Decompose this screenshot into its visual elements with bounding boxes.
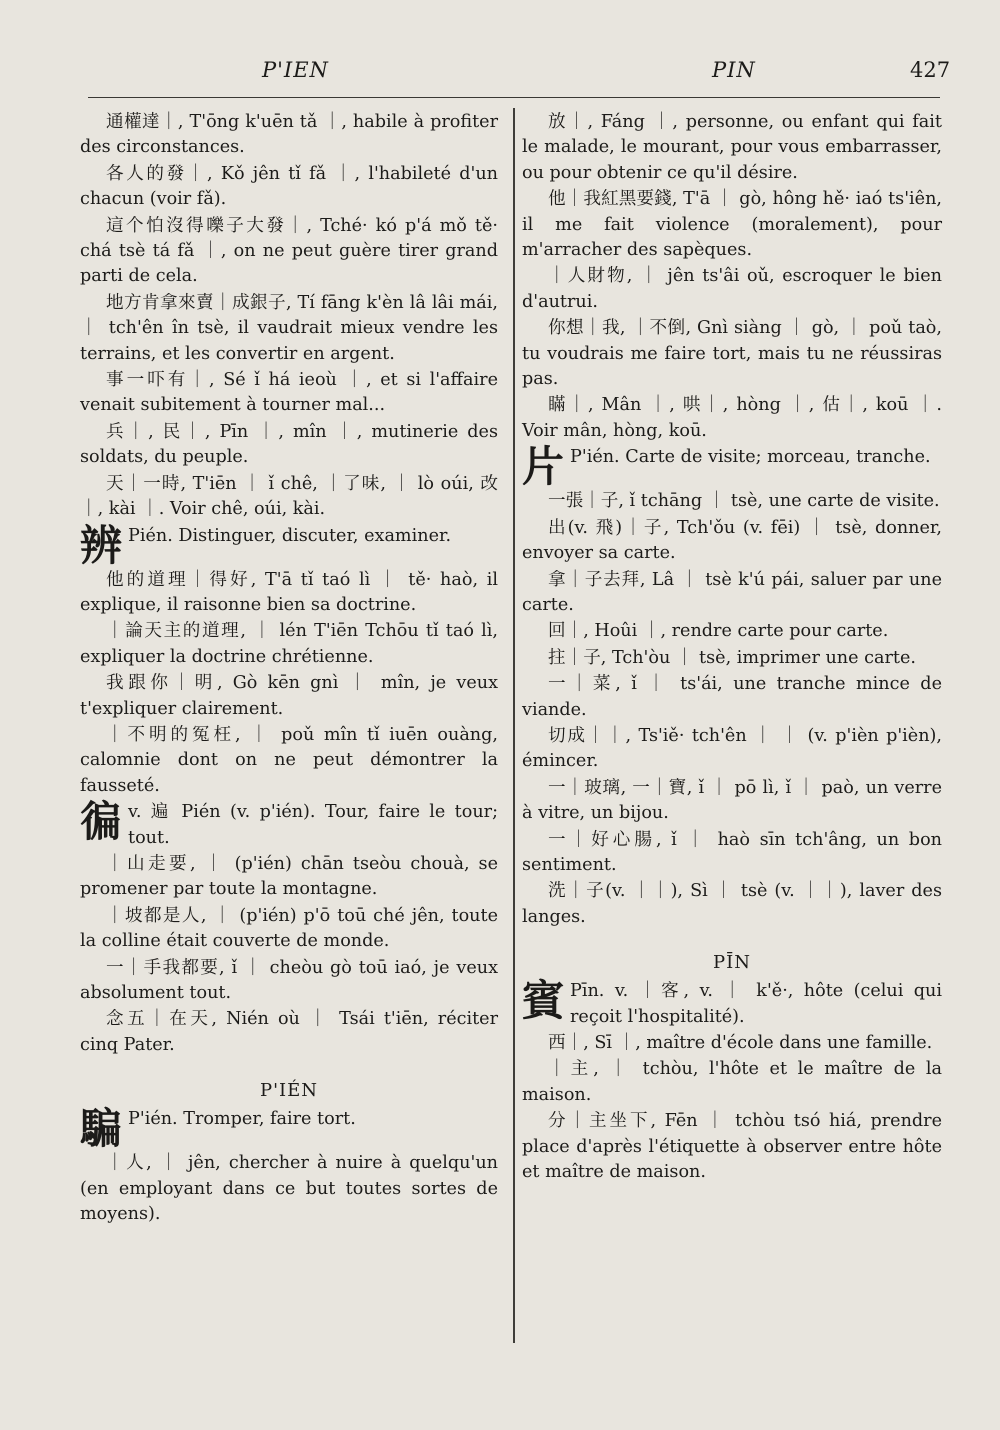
dictionary-entry: 切成｜｜, Ts'iě· tch'ên ｜ ｜ (v. p'ièn p'ièn), émincer.	[522, 725, 942, 772]
dictionary-entry: 天｜一時, T'iēn ｜ ǐ chê, ｜了味, ｜ lò oúi, 改｜, kài ｜. Voir chê, oúi, kài.	[80, 473, 498, 520]
headword-character: 騙	[80, 1104, 123, 1154]
running-head-right: PIN	[712, 58, 756, 82]
dictionary-entry: ｜坡都是人, ｜ (p'ién) p'ō toū ché jên, toute la colline était couverte de monde.	[80, 905, 498, 952]
headword-definition: Pién. Distinguer, discuter, examiner.	[128, 525, 452, 546]
header-rule	[88, 97, 940, 98]
dictionary-entry: 一｜手我都要, ǐ ｜ cheòu gò toū iaó, je veux absolument tout.	[80, 957, 498, 1003]
dictionary-entry: ｜人財物, ｜ jên ts'âi oǔ, escroquer le bien d'autrui.	[522, 266, 942, 312]
dictionary-entry: 一｜玻璃, 一｜寶, ǐ ｜ pō lì, ǐ ｜ paò, un verre à vitre, un bijou.	[522, 777, 942, 824]
headword-entry	[522, 976, 942, 1030]
dictionary-entry: 瞞｜, Mân ｜, 哄｜, hòng ｜, 估｜, koū ｜. Voir mân, hòng, koū.	[522, 395, 942, 441]
running-head-left: P'IEN	[262, 58, 329, 82]
dictionary-entry: ｜不明的冤枉, ｜ poǔ mîn tǐ iuēn ouàng, calomnie dont on ne peut démontrer la fausseté.	[80, 724, 498, 796]
headword-entry	[80, 520, 498, 570]
left-column	[80, 110, 498, 1228]
dictionary-entry: 我跟你｜明, Gò kēn gnì ｜ mîn, je veux t'expliquer clairement.	[80, 673, 498, 719]
dictionary-entry: 兵｜, 民｜, Pīn ｜, mîn ｜, mutinerie des soldats, du peuple.	[80, 421, 498, 468]
headword-definition: Pīn. v. ｜客, v. ｜ k'ě·, hôte (celui qui reçoit l'hospitalité).	[570, 981, 942, 1027]
dictionary-entry: 你想｜我, ｜不倒, Gnì siàng ｜ gò, ｜ poǔ taò, tu voudrais me faire tort, mais tu ne réussiras pas.	[522, 318, 942, 390]
headword-entry	[80, 797, 498, 851]
dictionary-entry: ｜論天主的道理, ｜ lén T'iēn Tchōu tǐ taó lì, expliquer la doctrine chrétienne.	[80, 621, 498, 667]
section-heading: P'IÉN	[259, 1080, 319, 1102]
dictionary-entry: 地方肯拿來賣｜成銀子, Tí fāng k'èn lâ lâi mái, ｜ tch'ên în tsè, il vaudrait mieux vendre les terrains, et les convertir en argent.	[80, 292, 498, 364]
dictionary-entry: 洗｜子(v. ｜｜), Sì ｜ tsè (v. ｜｜), laver des langes.	[522, 881, 942, 927]
page-number: 427	[910, 58, 951, 82]
dictionary-entry: 拿｜子去拜, Lâ ｜ tsè k'ú pái, saluer par une carte.	[522, 569, 942, 615]
dictionary-entry: 一張｜子, ǐ tchāng ｜ tsè, une carte de visite.	[548, 491, 940, 512]
headword-character: 片	[522, 442, 565, 492]
headword-character: 徧	[80, 797, 123, 847]
dictionary-entry: ｜山走要, ｜ (p'ién) chān tseòu chouà, se promener par toute la montagne.	[80, 853, 498, 900]
headword-character: 賓	[522, 976, 565, 1026]
headword-entry	[80, 1104, 498, 1154]
section-heading: PĪN	[713, 952, 751, 974]
dictionary-entry: 事一吓有｜, Sé ǐ há ieoù ｜, et si l'affaire venait subitement à tourner mal...	[80, 370, 498, 416]
headword-definition: v. 遍 Pién (v. p'ién). Tour, faire le tour; tout.	[128, 802, 498, 848]
dictionary-entry: 拄｜子, Tch'òu ｜ tsè, imprimer une carte.	[548, 647, 916, 668]
headword-character: 辨	[80, 520, 123, 570]
headword-entry	[522, 442, 942, 492]
dictionary-entry: 一｜菜, ǐ ｜ ts'ái, une tranche mince de viande.	[522, 674, 942, 720]
headword-definition: P'ién. Carte de visite; morceau, tranche.	[570, 447, 931, 468]
dictionary-entry: 分｜主坐下, Fēn ｜ tchòu tsó hiá, prendre place d'après l'étiquette à observer entre hôte et maître de maison.	[522, 1111, 942, 1183]
dictionary-entry: 一｜好心腸, ǐ ｜ haò sīn tch'âng, un bon sentiment.	[522, 829, 942, 875]
dictionary-entry: 通權達｜, T'ōng k'uēn tǎ ｜, habile à profiter des circonstances.	[80, 112, 498, 158]
dictionary-entry: 回｜, Hoûi ｜, rendre carte pour carte.	[548, 621, 889, 642]
dictionary-entry: 各人的發｜, Kǒ jên tǐ fǎ ｜, l'habileté d'un chacun (voir fǎ).	[80, 163, 498, 210]
right-column	[522, 110, 942, 1186]
dictionary-entry: 這个怕沒得嚛子大發｜, Tché· kó p'á mǒ tě· chá tsè tá fǎ ｜, on ne peut guère tirer grand parti de cela.	[80, 215, 498, 287]
dictionary-entry: 念五｜在天, Nién où ｜ Tsái t'iēn, réciter cinq Pater.	[80, 1009, 498, 1055]
dictionary-entry: ｜主, ｜ tchòu, l'hôte et le maître de la maison.	[522, 1059, 942, 1105]
dictionary-entry: 他｜我紅黑要錢, T'ā ｜ gò, hông hě· iaó ts'iên, il me fait violence (moralement), pour m'arracher des sapèques.	[522, 189, 942, 261]
dictionary-entry: ｜人, ｜ jên, chercher à nuire à quelqu'un (en employant dans ce but toutes sortes de moyens).	[80, 1153, 498, 1225]
headword-definition: P'ién. Tromper, faire tort.	[128, 1109, 356, 1130]
dictionary-entry: 西｜, Sī ｜, maître d'école dans une famille.	[548, 1033, 933, 1053]
column-divider	[513, 108, 515, 1343]
dictionary-entry: 出(v. 飛)｜子, Tch'ǒu (v. fēi) ｜ tsè, donner, envoyer sa carte.	[522, 517, 942, 564]
dictionary-entry: 放｜, Fáng ｜, personne, ou enfant qui fait le malade, le mourant, pour vous embarrasser, ou pour obtenir ce qu'il désire.	[522, 112, 942, 183]
dictionary-entry: 他的道理｜得好, T'ā tǐ taó lì ｜ tě· haò, il explique, il raisonne bien sa doctrine.	[80, 569, 498, 615]
